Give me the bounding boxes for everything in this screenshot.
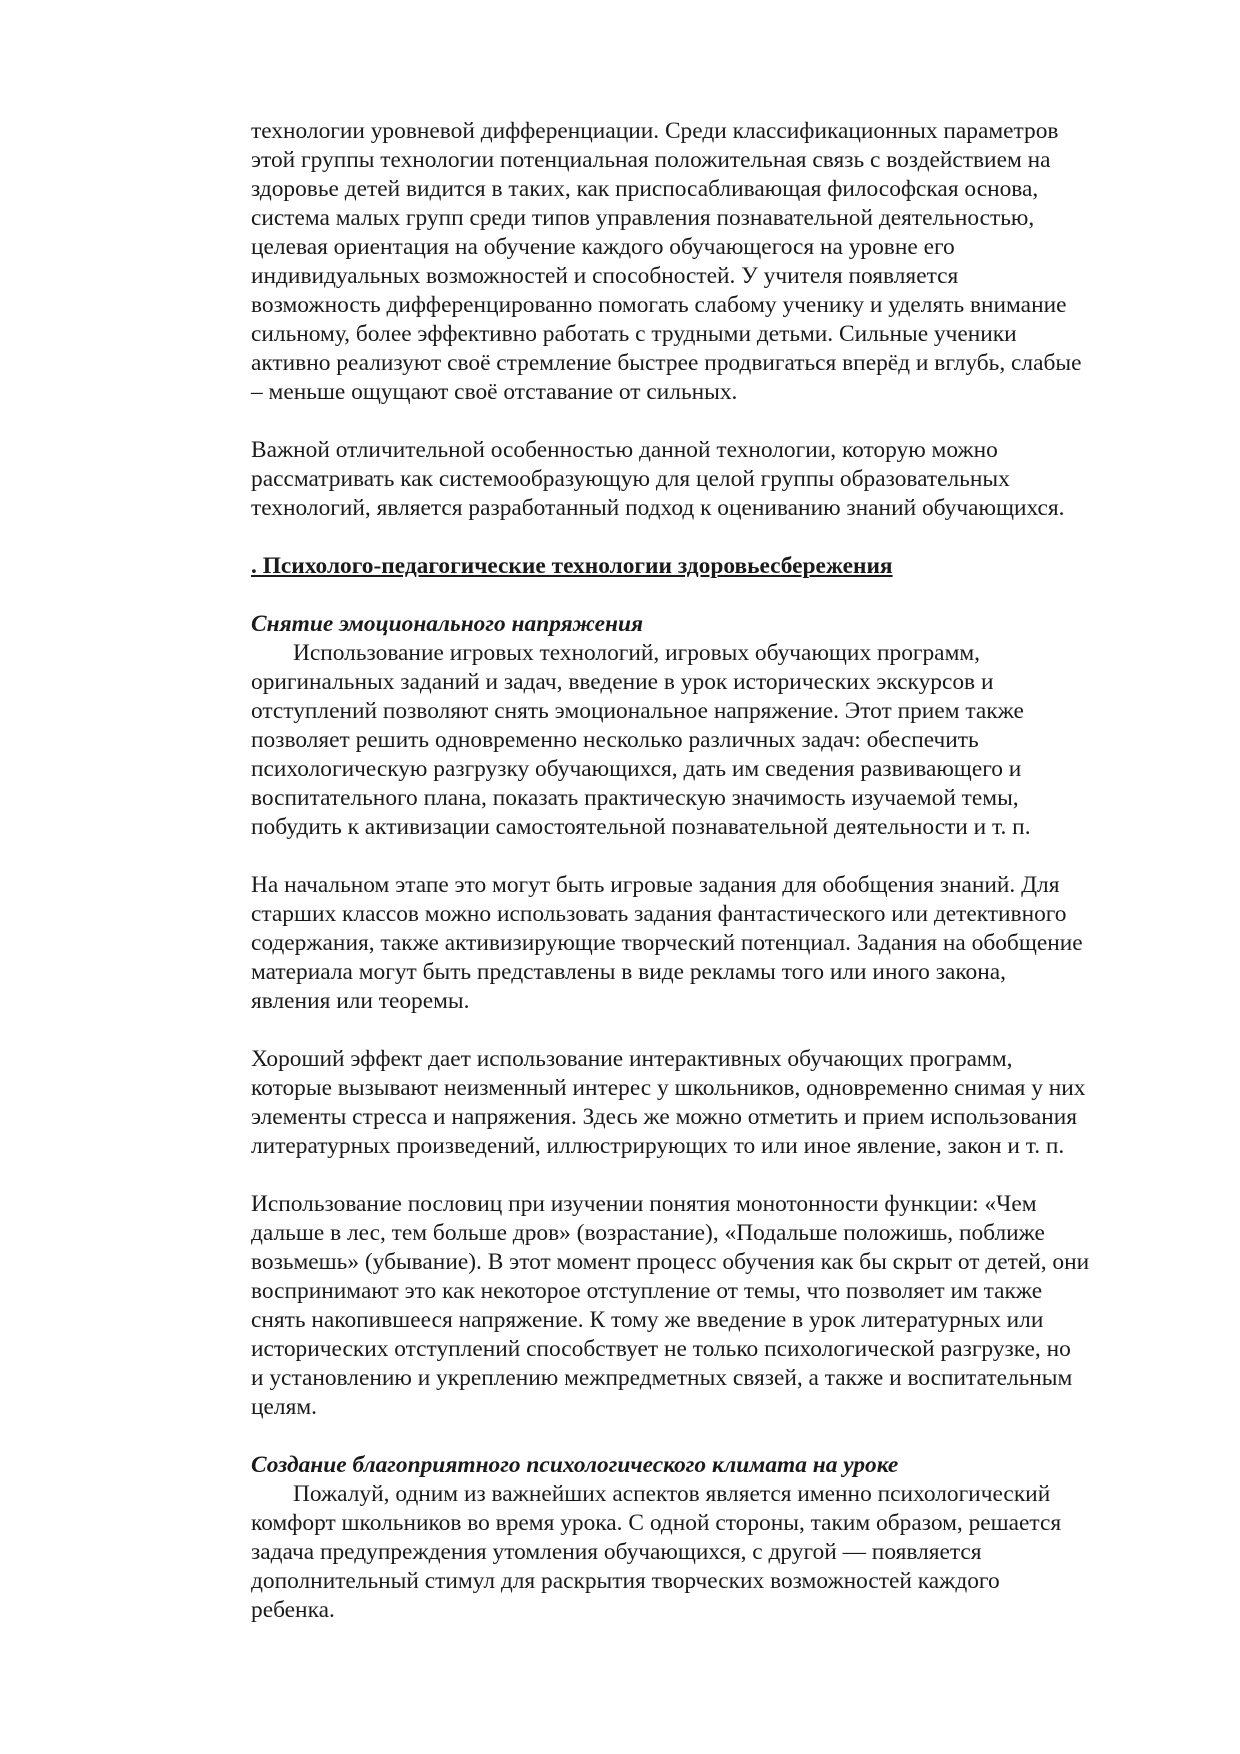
text-line: побудить к активизации самостоятельной познавательной деятельности и т. п.: [251, 814, 1031, 840]
text-line: комфорт школьников во время урока. С одной стороны, таким образом, решается: [251, 1510, 1062, 1536]
text-line: исторических отступлений способствует не только психологической разгрузке, но: [251, 1336, 1071, 1362]
paragraph-distinctive-feature: [251, 436, 1167, 523]
text-line: – меньше ощущают своё отставание от сильных.: [251, 379, 738, 405]
text-line: активно реализуют своё стремление быстрее продвигаться вперёд и вглубь, слабые: [251, 350, 1082, 376]
paragraph-level-differentiation: [251, 117, 1167, 407]
paragraph-game-technologies: [251, 639, 1167, 842]
text-line: рассматривать как системообразующую для целой группы образовательных: [251, 466, 1010, 492]
text-line: материала могут быть представлены в виде рекламы того или иного закона,: [251, 959, 1006, 985]
text-line: содержания, также активизирующие творческий потенциал. Задания на обобщение: [251, 930, 1083, 956]
paragraph-psychological-comfort: [251, 1480, 1167, 1625]
document-body: [251, 117, 1167, 1625]
text-line: этой группы технологии потенциальная положительная связь с воздействием на: [251, 147, 1051, 173]
text-line: оригинальных заданий и задач, введение в урок исторических экскурсов и: [251, 669, 994, 695]
text-line: воспринимают это как некоторое отступление от темы, что позволяет им также: [251, 1278, 1043, 1304]
text-line: явления или теоремы.: [251, 988, 470, 1014]
text-line: Хороший эффект дает использование интерактивных обучающих программ,: [251, 1046, 1013, 1072]
text-line: технологий, является разработанный подход к оцениванию знаний обучающихся.: [251, 495, 1065, 521]
paragraph-spacer: [251, 523, 1167, 552]
text-line: которые вызывают неизменный интерес у школьников, одновременно снимая у них: [251, 1075, 1086, 1101]
paragraph-spacer: [251, 842, 1167, 871]
text-line: дальше в лес, тем больше дров» (возрастание), «Подальше положишь, поближе: [251, 1220, 1045, 1246]
text-line: целевая ориентация на обучение каждого обучающегося на уровне его: [251, 234, 955, 260]
text-line: дополнительный стимул для раскрытия творческих возможностей каждого: [251, 1568, 1000, 1594]
text-line: Использование игровых технологий, игровых обучающих программ,: [293, 640, 981, 666]
text-line: элементы стресса и напряжения. Здесь же можно отметить и прием использования: [251, 1104, 1078, 1130]
text-line: психологическую разгрузку обучающихся, дать им сведения развивающего и: [251, 756, 1022, 782]
text-line: здоровье детей видится в таких, как приспосабливающая философская основа,: [251, 176, 1039, 202]
paragraph-proverbs: [251, 1190, 1167, 1422]
subsection-heading-psychological-climate: Создание благоприятного психологического климата на уроке: [251, 1452, 899, 1478]
text-line: Важной отличительной особенностью данной технологии, которую можно: [251, 437, 998, 463]
text-line: задача предупреждения утомления обучающихся, с другой — появляется: [251, 1539, 982, 1565]
text-line: старших классов можно использовать задания фантастического или детективного: [251, 901, 1067, 927]
text-line: технологии уровневой дифференциации. Среди классификационных параметров: [251, 118, 1059, 144]
text-line: ребенка.: [251, 1597, 335, 1623]
text-line: позволяет решить одновременно несколько различных задач: обеспечить: [251, 727, 979, 753]
text-line: сильному, более эффективно работать с трудными детьми. Сильные ученики: [251, 321, 1017, 347]
text-line: целям.: [251, 1394, 317, 1420]
text-line: возможность дифференцированно помогать слабому ученику и уделять внимание: [251, 292, 1067, 318]
paragraph-initial-stage: [251, 871, 1167, 1016]
paragraph-spacer: [251, 581, 1167, 610]
text-line: и установлению и укреплению межпредметных связей, а также и воспитательным: [251, 1365, 1073, 1391]
paragraph-spacer: [251, 1016, 1167, 1045]
text-line: возьмешь» (убывание). В этот момент процесс обучения как бы скрыт от детей, они: [251, 1249, 1090, 1275]
paragraph-spacer: [251, 1161, 1167, 1190]
text-line: система малых групп среди типов управления познавательной деятельностью,: [251, 205, 1035, 231]
section-heading: . Психолого-педагогические технологии здоровьесбережения: [251, 553, 893, 579]
text-line: отступлений позволяют снять эмоциональное напряжение. Этот прием также: [251, 698, 1024, 724]
text-line: снять накопившееся напряжение. К тому же введение в урок литературных или: [251, 1307, 1044, 1333]
text-line: Использование пословиц при изучении понятия монотонности функции: «Чем: [251, 1191, 1037, 1217]
text-line: Пожалуй, одним из важнейших аспектов является именно психологический: [293, 1481, 1051, 1507]
text-line: литературных произведений, иллюстрирующих то или иное явление, закон и т. п.: [251, 1133, 1065, 1159]
paragraph-spacer: [251, 407, 1167, 436]
text-line: воспитательного плана, показать практическую значимость изучаемой темы,: [251, 785, 1019, 811]
text-line: На начальном этапе это могут быть игровые задания для обобщения знаний. Для: [251, 872, 1060, 898]
subsection-heading-emotional-tension: Снятие эмоционального напряжения: [251, 611, 644, 637]
text-line: индивидуальных возможностей и способностей. У учителя появляется: [251, 263, 959, 289]
paragraph-interactive-programs: [251, 1045, 1167, 1161]
paragraph-spacer: [251, 1422, 1167, 1451]
